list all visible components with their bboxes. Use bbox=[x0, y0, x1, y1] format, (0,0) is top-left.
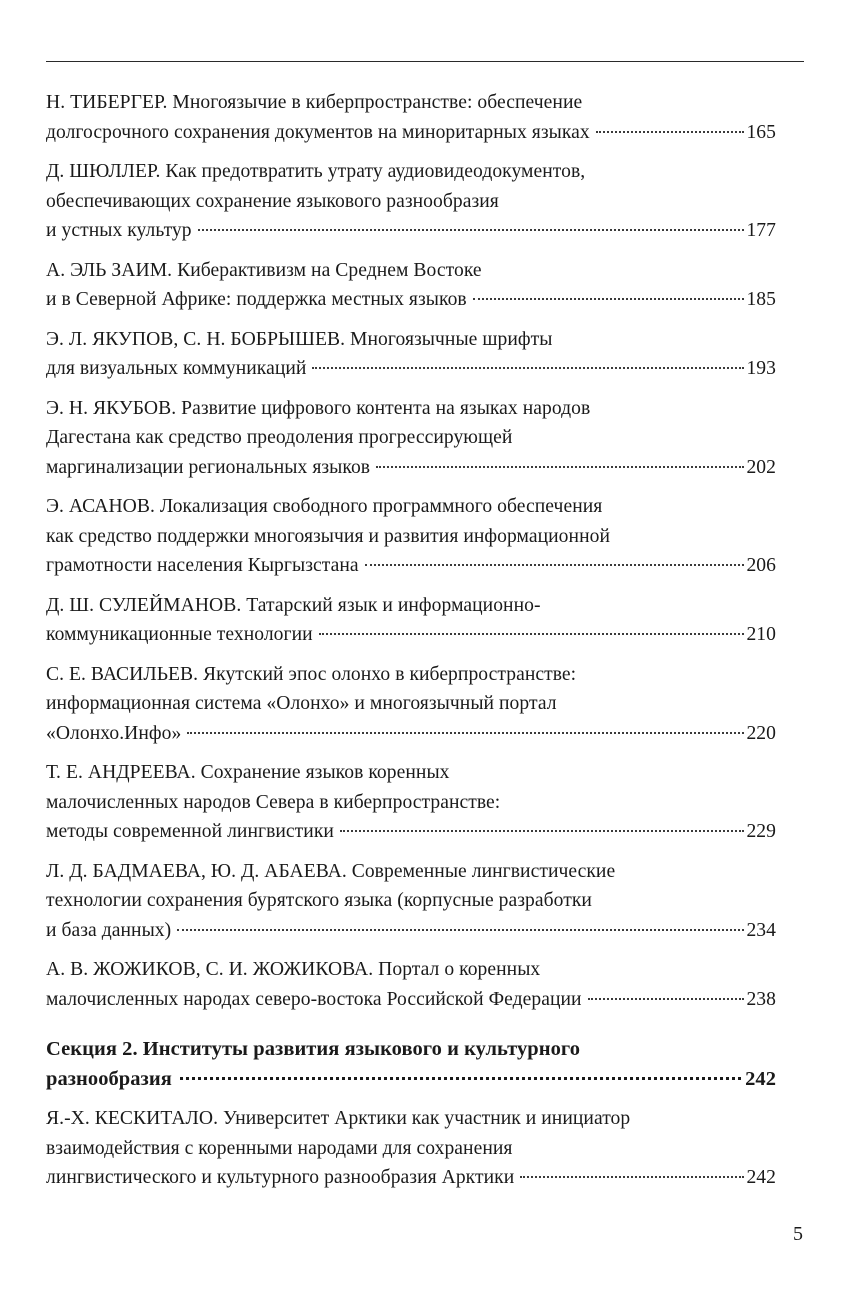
dot-leader bbox=[365, 564, 745, 566]
toc-entry[interactable] bbox=[46, 1104, 776, 1193]
section-page-number: 242 bbox=[745, 1068, 776, 1090]
entry-page-number: 220 bbox=[746, 722, 776, 744]
entry-title-text: для визуальных коммуникаций bbox=[46, 358, 307, 379]
entry-title-text: лингвистического и культурного разнообразия Арктики bbox=[46, 1167, 515, 1188]
entry-title-line: информационная система «Олонхо» и многоязычный портал bbox=[46, 693, 557, 714]
entry-last-line bbox=[46, 216, 776, 246]
entry-title-text: грамотности населения Кыргызстана bbox=[46, 555, 359, 576]
entry-last-line bbox=[46, 916, 776, 946]
entry-title-text: и устных культур bbox=[46, 220, 192, 241]
entry-last-line bbox=[46, 285, 776, 315]
entry-title-line: Л. Д. БАДМАЕВА, Ю. Д. АБАЕВА. Современные лингвистические bbox=[46, 860, 616, 882]
entry-title-line: Э. АСАНОВ. Локализация свободного программного обеспечения bbox=[46, 496, 603, 517]
dot-leader bbox=[198, 229, 745, 231]
entry-title-text: и в Северной Африке: поддержка местных языков bbox=[46, 289, 467, 310]
entry-title-line: как средство поддержки многоязычия и развития информационной bbox=[46, 525, 610, 547]
dot-leader bbox=[473, 298, 745, 300]
dot-leader bbox=[187, 732, 744, 734]
entry-page-number: 165 bbox=[746, 121, 776, 143]
entry-title-line: А. В. ЖОЖИКОВ, С. И. ЖОЖИКОВА. Портал о коренных bbox=[46, 959, 541, 980]
dot-leader bbox=[520, 1176, 744, 1178]
toc-section-heading[interactable] bbox=[46, 1034, 776, 1094]
entry-title-line: технологии сохранения бурятского языка (корпусные разработки bbox=[46, 890, 592, 911]
entry-title-line: Я.-Х. КЕСКИТАЛО. Университет Арктики как участник и инициатор bbox=[46, 1108, 631, 1129]
toc-entry[interactable] bbox=[46, 325, 776, 384]
entry-title-text: «Олонхо.Инфо» bbox=[46, 722, 182, 744]
entry-page-number: 229 bbox=[746, 821, 776, 842]
entry-page-number: 238 bbox=[746, 988, 776, 1010]
entry-last-line bbox=[46, 354, 776, 384]
toc-entry[interactable] bbox=[46, 157, 776, 246]
dot-leader bbox=[376, 466, 744, 468]
entry-last-line bbox=[46, 453, 776, 483]
entry-title-line: малочисленных народов Севера в киберпространстве: bbox=[46, 791, 501, 813]
section-title-last-line bbox=[46, 1064, 776, 1094]
entry-page-number: 234 bbox=[746, 919, 776, 941]
entry-title-text: маргинализации региональных языков bbox=[46, 456, 371, 478]
toc-entry[interactable] bbox=[46, 660, 776, 749]
entry-title-text: методы современной лингвистики bbox=[46, 821, 334, 842]
toc-entries bbox=[46, 88, 776, 1014]
entry-title-text: и база данных) bbox=[46, 919, 172, 941]
entry-title-line: С. Е. ВАСИЛЬЕВ. Якутский эпос олонхо в киберпространстве: bbox=[46, 663, 577, 685]
toc-entry[interactable] bbox=[46, 492, 776, 581]
section-title-line: Секция 2. Институты развития языкового и культурного bbox=[46, 1038, 581, 1060]
entry-page-number: 193 bbox=[746, 358, 776, 379]
dot-leader bbox=[588, 998, 745, 1000]
entry-page-number: 242 bbox=[746, 1167, 776, 1188]
toc-entry[interactable] bbox=[46, 88, 776, 147]
entry-title-text: долгосрочного сохранения документов на миноритарных языках bbox=[46, 121, 590, 143]
section-title-text: разнообразия bbox=[46, 1068, 172, 1090]
page-number: 5 bbox=[793, 1223, 803, 1245]
toc-section-entries bbox=[46, 1104, 776, 1193]
entry-title-line: Э. Л. ЯКУПОВ, С. Н. БОБРЫШЕВ. Многоязычные шрифты bbox=[46, 328, 553, 350]
entry-last-line bbox=[46, 817, 776, 847]
entry-title-line: Д. ШЮЛЛЕР. Как предотвратить утрату аудиовидеодокументов, bbox=[46, 161, 586, 182]
entry-last-line bbox=[46, 719, 776, 749]
entry-last-line bbox=[46, 620, 776, 650]
toc-entry[interactable] bbox=[46, 857, 776, 946]
dot-leader bbox=[177, 929, 744, 931]
dot-leader bbox=[340, 830, 745, 832]
entry-title-line: Дагестана как средство преодоления прогрессирующей bbox=[46, 427, 513, 448]
entry-title-line: Э. Н. ЯКУБОВ. Развитие цифрового контента на языках народов bbox=[46, 397, 591, 419]
header-rule bbox=[46, 61, 804, 62]
entry-last-line bbox=[46, 118, 776, 148]
entry-page-number: 210 bbox=[746, 624, 776, 645]
table-of-contents bbox=[46, 88, 776, 1203]
toc-entry[interactable] bbox=[46, 758, 776, 847]
entry-page-number: 185 bbox=[746, 289, 776, 310]
dot-leader bbox=[596, 131, 745, 133]
entry-title-line: обеспечивающих сохранение языкового разнообразия bbox=[46, 190, 499, 212]
dot-leader bbox=[319, 633, 745, 635]
entry-last-line bbox=[46, 1163, 776, 1193]
entry-title-text: малочисленных народах северо-востока Российской Федерации bbox=[46, 988, 582, 1010]
dot-leader bbox=[312, 367, 744, 369]
entry-title-line: А. ЭЛЬ ЗАИМ. Киберактивизм на Среднем Востоке bbox=[46, 259, 482, 281]
entry-page-number: 177 bbox=[746, 220, 776, 241]
entry-title-line: взаимодействия с коренными народами для сохранения bbox=[46, 1137, 513, 1159]
entry-title-line: Н. ТИБЕРГЕР. Многоязычие в киберпространстве: обеспечение bbox=[46, 92, 583, 113]
toc-entry[interactable] bbox=[46, 955, 776, 1014]
dot-leader bbox=[180, 1077, 741, 1080]
entry-page-number: 202 bbox=[746, 456, 776, 478]
entry-title-line: Д. Ш. СУЛЕЙМАНОВ. Татарский язык и информационно- bbox=[46, 594, 541, 616]
entry-last-line bbox=[46, 551, 776, 581]
entry-page-number: 206 bbox=[746, 555, 776, 576]
toc-entry[interactable] bbox=[46, 591, 776, 650]
entry-title-text: коммуникационные технологии bbox=[46, 624, 313, 645]
entry-title-line: Т. Е. АНДРЕЕВА. Сохранение языков коренных bbox=[46, 762, 450, 783]
toc-entry[interactable] bbox=[46, 256, 776, 315]
toc-entry[interactable] bbox=[46, 394, 776, 483]
entry-last-line bbox=[46, 985, 776, 1015]
